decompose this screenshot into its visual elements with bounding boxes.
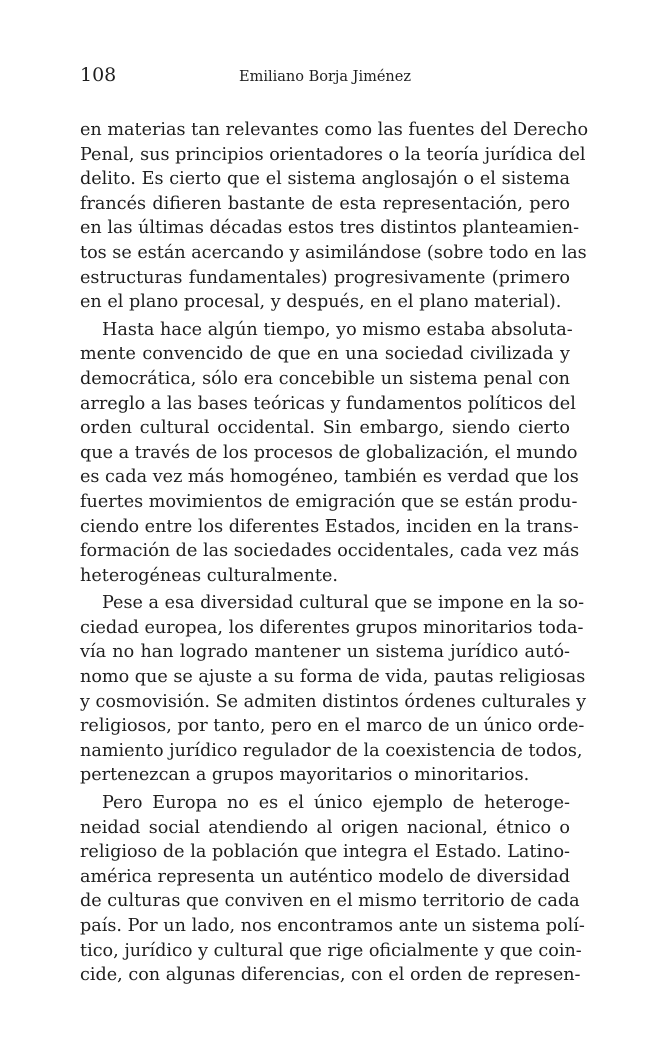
page-header [80,62,570,88]
text-line: ciendo entre los diferentes Estados, inciden en la trans- [80,516,579,537]
text-line: tico, jurídico y cultural que rige oficialmente y que coin- [80,940,582,961]
text-line: ciedad europea, los diferentes grupos minoritarios toda- [80,617,584,638]
text-line: tos se están acercando y asimilándose (sobre todo en las [80,242,587,263]
text-line: de culturas que conviven en el mismo territorio de cada [80,891,580,912]
paragraph [80,791,585,988]
text-line: orden cultural occidental. Sin embargo, siendo cierto [80,418,570,439]
paragraph [80,318,580,589]
text-line: cide, con algunas diferencias, con el orden de represen- [80,965,581,986]
body-text [80,118,589,991]
text-line: estructuras fundamentales) progresivamente (primero [80,267,570,288]
text-line: namiento jurídico regulador de la coexistencia de todos, [80,740,583,761]
paragraph [80,118,589,315]
text-line: neidad social atendiendo al origen nacional, étnico o [80,817,570,838]
text-line: vía no han logrado mantener un sistema jurídico autó- [80,642,570,663]
text-line: Penal, sus principios orientadores o la teoría jurídica del [80,144,586,165]
text-line: en las últimas décadas estos tres distintos planteamien- [80,218,580,239]
text-line: arreglo a las bases teóricas y fundamentos políticos del [80,393,576,414]
text-line: que a través de los procesos de globalización, el mundo [80,442,578,463]
text-line: es cada vez más homogéneo, también es verdad que los [80,467,579,488]
text-line: francés difieren bastante de esta representación, pero [80,193,570,214]
text-line: religiosos, por tanto, pero en el marco de un único orde- [80,716,585,737]
text-line: religioso de la población que integra el Estado. Latino- [80,842,570,863]
text-line: democrática, sólo era concebible un sistema penal con [80,368,570,389]
page-number: 108 [80,64,117,86]
text-line: nomo que se ajuste a su forma de vida, pautas religiosas [80,667,586,688]
text-line: pertenezcan a grupos mayoritarios o minoritarios. [80,765,530,786]
text-line: Hasta hace algún tiempo, yo mismo estaba absoluta- [102,319,573,340]
paragraph [80,591,587,788]
text-line: y cosmovisión. Se admiten distintos órdenes culturales y [80,691,587,712]
text-line: mente convencido de que en una sociedad civilizada y [80,344,570,365]
running-head-author: Emiliano Borja Jiménez [239,69,411,85]
text-line: heterogéneas culturalmente. [80,565,338,586]
text-line: delito. Es cierto que el sistema anglosajón o el sistema [80,169,570,190]
text-line: en materias tan relevantes como las fuentes del Derecho [80,120,589,140]
text-line: formación de las sociedades occidentales, cada vez más [80,541,580,562]
text-line: américa representa un auténtico modelo de diversidad [80,866,570,887]
text-line: Pese a esa diversidad cultural que se impone en la so- [102,593,585,614]
text-line: país. Por un lado, nos encontramos ante un sistema polí- [80,916,585,936]
text-line: en el plano procesal, y después, en el plano material). [80,292,562,313]
text-line: fuertes movimientos de emigración que se están produ- [80,491,578,512]
text-line: Pero Europa no es el único ejemplo de heteroge- [102,793,570,814]
